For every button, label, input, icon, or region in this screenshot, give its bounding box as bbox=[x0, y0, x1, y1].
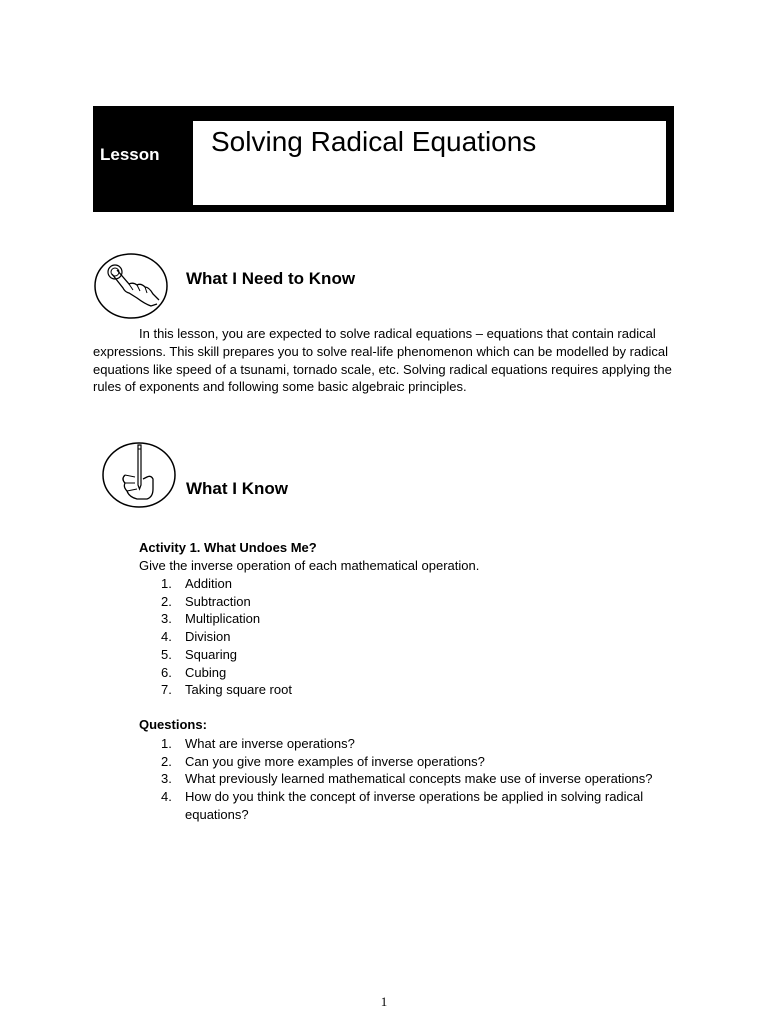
list-item-text: Multiplication bbox=[185, 611, 261, 627]
list-item bbox=[139, 575, 292, 593]
activity-title: Activity 1. What Undoes Me? bbox=[139, 540, 317, 555]
list-item-text: Division bbox=[185, 629, 231, 645]
list-item-text: Cubing bbox=[185, 664, 227, 680]
list-item-number: 5. bbox=[161, 646, 172, 662]
section-title-what-i-know: What I Know bbox=[186, 479, 288, 498]
list-item-number: 2. bbox=[161, 593, 172, 609]
list-item-number: 1. bbox=[161, 736, 172, 751]
list-item-text: Can you give more examples of inverse operations? bbox=[185, 753, 485, 769]
list-item bbox=[139, 735, 659, 753]
list-item-text: Subtraction bbox=[185, 593, 251, 609]
list-item bbox=[139, 610, 292, 628]
list-item-number: 4. bbox=[161, 629, 172, 645]
list-item bbox=[139, 770, 659, 788]
intro-paragraph bbox=[93, 325, 673, 396]
list-item bbox=[139, 593, 292, 611]
intro-paragraph-text: In this lesson, you are expected to solve radical equations – equations that contain radical expressions. This skill prepares you to solve real-life phenomenon which can be modelled by radical equations like speed of a tsunami, tornado scale, etc. Solving radical equations requires applying the rules of exponents and following some basic algebraic principles. bbox=[93, 326, 672, 395]
list-item-text: How do you think the concept of inverse operations be applied in solving radical equations? bbox=[185, 789, 644, 822]
activity-instruction: Give the inverse operation of each mathematical operation. bbox=[139, 558, 480, 573]
page-number: 1 bbox=[380, 994, 388, 1009]
list-item bbox=[139, 646, 292, 664]
list-item bbox=[139, 628, 292, 646]
list-item bbox=[139, 681, 292, 699]
list-item-number: 4. bbox=[161, 789, 172, 805]
list-item-number: 3. bbox=[161, 771, 172, 787]
list-item-number: 6. bbox=[161, 664, 172, 680]
lesson-label: Lesson bbox=[100, 145, 160, 164]
page-title: Solving Radical Equations bbox=[211, 126, 537, 157]
list-item-text: Addition bbox=[185, 576, 232, 591]
list-item-number: 1. bbox=[161, 576, 172, 591]
list-item-number: 7. bbox=[161, 682, 172, 698]
list-item-text: Squaring bbox=[185, 646, 238, 662]
questions-list bbox=[139, 735, 659, 824]
list-item-number: 2. bbox=[161, 753, 172, 769]
list-item-text: What are inverse operations? bbox=[185, 736, 355, 751]
list-item-text: What previously learned mathematical concepts make use of inverse operations? bbox=[185, 771, 653, 787]
list-item bbox=[139, 788, 659, 823]
hand-pencil-icon bbox=[101, 441, 177, 509]
questions-title: Questions: bbox=[139, 717, 207, 732]
section-title-what-i-need-to-know: What I Need to Know bbox=[186, 269, 356, 288]
hand-pointing-icon bbox=[93, 252, 169, 320]
list-item-text: Taking square root bbox=[185, 682, 292, 698]
list-item bbox=[139, 664, 292, 682]
list-item bbox=[139, 753, 659, 771]
operations-list bbox=[139, 575, 292, 699]
list-item-number: 3. bbox=[161, 611, 172, 627]
